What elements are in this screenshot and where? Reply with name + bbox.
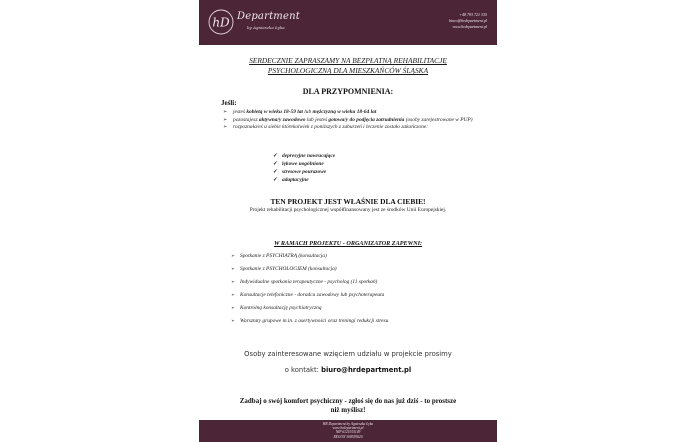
project-description: Projekt rehabilitacji psychologicznej współfinansowany jest ze środków Unii Europejskiej.	[249, 207, 447, 213]
footer-line: NIP 6121915149	[335, 430, 361, 435]
if-label: Jeśli:	[221, 99, 237, 107]
svg-text:hD: hD	[212, 15, 230, 30]
closing-message: Zadbaj o swój komfort psychiczny - zgłoś się do nas już dziś - to prostsze niż myślisz!	[239, 397, 457, 414]
header-contact	[449, 12, 487, 30]
footer-line: HR Department by Agnieszka Łyka	[322, 422, 374, 426]
arrow-bullet-icon: ➢	[231, 318, 235, 323]
checkmark-icon: ✓	[273, 153, 278, 159]
footer-line: www.hrdepartment.pl	[332, 426, 364, 431]
list-item: ➢ jesteś kobietą w wieku 18-59 lat lub mężczyzną w wieku 18-64 lat	[223, 109, 377, 115]
reminder-heading: DLA PRZYPOMNIENIA:	[302, 87, 394, 96]
invite-contact: o kontakt: biuro@hrdepartment.pl	[284, 366, 412, 374]
title-line: SERDECZNIE ZAPRASZAMY NA BEZPŁATNĄ REHABILITACJĘ	[249, 56, 447, 65]
arrow-bullet-icon: ➢	[223, 110, 228, 115]
logo-text: Department	[237, 11, 300, 22]
arrow-bullet-icon: ➢	[223, 117, 228, 123]
list-item: ➢ Indywidualne spotkania terapeutyczne - psycholog (11 spotkań)	[231, 279, 378, 285]
list-item: ➢ Konsultacje telefoniczne - doradca zawodowy lub psychoterapeuta	[231, 292, 385, 298]
page-title	[219, 56, 477, 76]
list-item: ✓ stresowe pourazowe	[273, 169, 327, 175]
contact-phone: +48 793 721 335	[459, 12, 487, 17]
list-item: ➢ pozostajesz aktywna/y zawodowo lub jesteś gotowa/y do podjęcia zatrudnienia (osoby zarejestrowane w PUP)	[223, 116, 473, 123]
arrow-bullet-icon: ➢	[231, 279, 235, 284]
footer-text	[199, 422, 497, 439]
contact-email-link[interactable]: biuro@hrdepartment.pl	[321, 366, 412, 374]
list-item: ✓ adaptacyjne	[273, 177, 309, 183]
project-heading: TEN PROJEKT JEST WŁAŚNIE DLA CIEBIE!	[270, 197, 426, 206]
arrow-bullet-icon: ➢	[231, 266, 235, 271]
invite-text: Osoby zainteresowane wzięciem udziału w projekcie prosimy	[244, 350, 452, 358]
contact-email[interactable]: biuro@hrdepartment.pl	[449, 18, 487, 23]
list-item: ➢ Kontrolną konsultację psychiatryczną	[231, 305, 322, 311]
checkmark-icon: ✓	[273, 177, 278, 183]
logo-icon	[208, 9, 234, 35]
footer-line: REGON 368539620	[333, 434, 363, 439]
title-line: PSYCHOLOGICZNĄ DLA MIESZKAŃCÓW ŚLĄSKA	[267, 66, 429, 75]
disorders-list	[273, 152, 335, 184]
footer-banner	[199, 420, 497, 442]
checkmark-icon: ✓	[273, 169, 278, 175]
services-list	[231, 253, 481, 331]
list-item: ➢ rozpoznała/eś u siebie którekolwiek z poniższych z zaburzeń i leczenie zostało zakończone:	[223, 124, 428, 131]
organizer-provides-heading: W RAMACH PROJEKTU - ORGANIZATOR ZAPEWNI:	[273, 240, 423, 247]
list-item: ✓ lękowe uogólnione	[273, 161, 324, 167]
arrow-bullet-icon: ➢	[231, 292, 235, 297]
conditions-list	[223, 109, 481, 132]
header-banner	[199, 0, 497, 45]
flyer-page	[199, 0, 497, 442]
list-item: ➢ Warsztaty grupowe m.in. z asertywności oraz treningi redukcji stresu	[231, 318, 389, 324]
arrow-bullet-icon: ➢	[231, 305, 235, 310]
checkmark-icon: ✓	[273, 161, 278, 167]
list-item: ➢ Spotkanie z PSYCHIATRĄ (konsultacja)	[231, 253, 327, 259]
list-item: ✓ depresyjne nawracające	[273, 153, 336, 159]
contact-website[interactable]: www.hrdepartment.pl	[452, 24, 487, 29]
logo-subtitle: by Agnieszka Łyka	[247, 25, 285, 30]
arrow-bullet-icon: ➢	[223, 125, 228, 131]
list-item: ➢ Spotkanie z PSYCHOLOGIEM (konsultacja)	[231, 266, 337, 272]
arrow-bullet-icon: ➢	[231, 253, 235, 258]
